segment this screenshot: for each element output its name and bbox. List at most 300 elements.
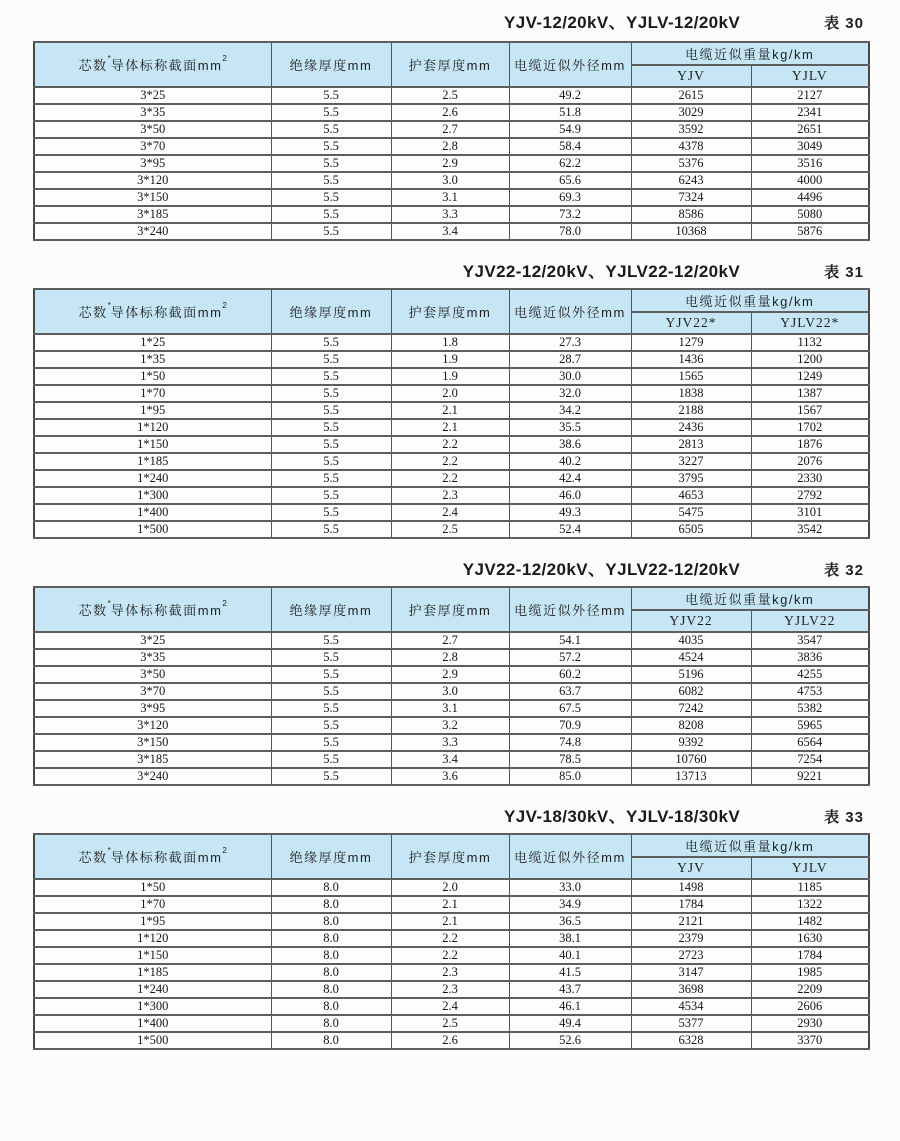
table-cell: 1482 <box>751 913 869 930</box>
table-row <box>34 998 869 1015</box>
table-row <box>34 487 869 504</box>
table-cell: 1*400 <box>34 504 271 521</box>
col-header-core-cross-section <box>34 587 271 632</box>
table-cell: 2.5 <box>391 521 509 538</box>
table-cell: 3.6 <box>391 768 509 785</box>
table-title-row <box>33 257 868 279</box>
table-cell: 8.0 <box>271 896 391 913</box>
table-row <box>34 206 869 223</box>
table-cell: 1*240 <box>34 981 271 998</box>
table-cell: 5.5 <box>271 649 391 666</box>
table-cell: 1.9 <box>391 351 509 368</box>
table-cell: 10760 <box>631 751 751 768</box>
table-title: YJV-12/20kV、YJLV-12/20kV <box>504 13 741 32</box>
table-cell: 2.4 <box>391 998 509 1015</box>
superscript-2: 2 <box>222 846 227 855</box>
table-cell: 5.5 <box>271 521 391 538</box>
table-cell: 5.5 <box>271 751 391 768</box>
table-cell: 3*120 <box>34 172 271 189</box>
table-cell: 65.6 <box>509 172 631 189</box>
table-cell: 41.5 <box>509 964 631 981</box>
table-cell: 42.4 <box>509 470 631 487</box>
table-row <box>34 453 869 470</box>
col-header-insulation-thickness: 绝缘厚度mm <box>271 834 391 879</box>
table-cell: 4496 <box>751 189 869 206</box>
table-cell: 2.3 <box>391 964 509 981</box>
table-cell: 3049 <box>751 138 869 155</box>
table-cell: 7324 <box>631 189 751 206</box>
header-text: 导体标称截面mm <box>110 603 223 618</box>
table-cell: 2.2 <box>391 436 509 453</box>
table-cell: 1436 <box>631 351 751 368</box>
table-cell: 2.5 <box>391 87 509 104</box>
table-cell: 5.5 <box>271 87 391 104</box>
table-cell: 1*185 <box>34 964 271 981</box>
col-header-yjlv22-weight: YJLV22 <box>751 610 869 632</box>
table-cell: 73.2 <box>509 206 631 223</box>
superscript-2: 2 <box>222 599 227 608</box>
col-header-sheath-thickness: 护套厚度mm <box>391 834 509 879</box>
table-row <box>34 930 869 947</box>
table-cell: 1*300 <box>34 998 271 1015</box>
table-row <box>34 351 869 368</box>
table-cell: 3*70 <box>34 138 271 155</box>
table-cell: 4378 <box>631 138 751 155</box>
table-cell: 2792 <box>751 487 869 504</box>
table-row <box>34 521 869 538</box>
table-cell: 7242 <box>631 700 751 717</box>
table-cell: 5376 <box>631 155 751 172</box>
table-cell: 3836 <box>751 649 869 666</box>
table-cell: 49.4 <box>509 1015 631 1032</box>
table-cell: 30.0 <box>509 368 631 385</box>
table-cell: 1.9 <box>391 368 509 385</box>
table-cell: 2.1 <box>391 402 509 419</box>
col-header-weight-group: 电缆近似重量kg/km <box>631 42 869 65</box>
table-cell: 2.9 <box>391 666 509 683</box>
table-row <box>34 632 869 649</box>
table-cell: 5.5 <box>271 206 391 223</box>
table-cell: 8.0 <box>271 964 391 981</box>
table-cell: 6564 <box>751 734 869 751</box>
table-cell: 13713 <box>631 768 751 785</box>
table-row <box>34 87 869 104</box>
table-cell: 1*400 <box>34 1015 271 1032</box>
table-cell: 3547 <box>751 632 869 649</box>
table-title: YJV22-12/20kV、YJLV22-12/20kV <box>462 262 741 281</box>
table-cell: 40.1 <box>509 947 631 964</box>
table-title-row <box>33 555 868 577</box>
table-cell: 2.1 <box>391 913 509 930</box>
table-cell: 4534 <box>631 998 751 1015</box>
table-row <box>34 470 869 487</box>
table-cell: 8.0 <box>271 930 391 947</box>
table-cell: 10368 <box>631 223 751 240</box>
table-cell: 2.2 <box>391 930 509 947</box>
table-cell: 1*240 <box>34 470 271 487</box>
table-cell: 5.5 <box>271 419 391 436</box>
table-cell: 4255 <box>751 666 869 683</box>
table-cell: 58.4 <box>509 138 631 155</box>
table-cell: 3*120 <box>34 717 271 734</box>
superscript-2: 2 <box>222 54 227 63</box>
table-cell: 40.2 <box>509 453 631 470</box>
cable-table-section-30 <box>33 8 868 241</box>
table-cell: 5.5 <box>271 189 391 206</box>
table-cell: 5.5 <box>271 683 391 700</box>
table-row <box>34 155 869 172</box>
table-cell: 3*70 <box>34 683 271 700</box>
header-text: 芯数 <box>78 305 108 320</box>
table-cell: 1*120 <box>34 930 271 947</box>
table-cell: 3*25 <box>34 87 271 104</box>
table-row <box>34 334 869 351</box>
table-cell: 8586 <box>631 206 751 223</box>
col-header-insulation-thickness: 绝缘厚度mm <box>271 587 391 632</box>
table-cell: 5.5 <box>271 172 391 189</box>
table-cell: 5.5 <box>271 717 391 734</box>
table-cell: 2.1 <box>391 419 509 436</box>
table-cell: 52.4 <box>509 521 631 538</box>
table-cell: 3*240 <box>34 223 271 240</box>
superscript-star: * <box>107 599 111 608</box>
table-cell: 3.2 <box>391 717 509 734</box>
table-cell: 33.0 <box>509 879 631 896</box>
table-cell: 3.1 <box>391 700 509 717</box>
table-cell: 2.8 <box>391 649 509 666</box>
cable-spec-table <box>33 288 870 539</box>
table-cell: 3592 <box>631 121 751 138</box>
table-cell: 4653 <box>631 487 751 504</box>
table-cell: 1*70 <box>34 896 271 913</box>
table-cell: 3*150 <box>34 189 271 206</box>
col-header-yjlv22-weight: YJLV22* <box>751 312 869 334</box>
table-cell: 4524 <box>631 649 751 666</box>
table-cell: 67.5 <box>509 700 631 717</box>
table-cell: 70.9 <box>509 717 631 734</box>
table-cell: 3*240 <box>34 768 271 785</box>
table-cell: 6082 <box>631 683 751 700</box>
table-cell: 1322 <box>751 896 869 913</box>
table-cell: 1279 <box>631 334 751 351</box>
table-cell: 5.5 <box>271 453 391 470</box>
table-cell: 52.6 <box>509 1032 631 1049</box>
table-cell: 3147 <box>631 964 751 981</box>
table-cell: 3795 <box>631 470 751 487</box>
table-row <box>34 768 869 785</box>
table-row <box>34 172 869 189</box>
col-header-insulation-thickness: 绝缘厚度mm <box>271 42 391 87</box>
table-cell: 8.0 <box>271 879 391 896</box>
table-cell: 5.5 <box>271 121 391 138</box>
table-cell: 3.4 <box>391 223 509 240</box>
table-cell: 3516 <box>751 155 869 172</box>
table-cell: 6505 <box>631 521 751 538</box>
table-cell: 5.5 <box>271 368 391 385</box>
header-text: 芯数 <box>78 850 108 865</box>
table-cell: 2.6 <box>391 1032 509 1049</box>
table-cell: 1*185 <box>34 453 271 470</box>
superscript-star: * <box>107 846 111 855</box>
superscript-star: * <box>107 301 111 310</box>
header-text: 导体标称截面mm <box>110 850 223 865</box>
table-cell: 8.0 <box>271 947 391 964</box>
table-number: 表 32 <box>824 562 864 579</box>
table-cell: 5.5 <box>271 632 391 649</box>
table-cell: 5475 <box>631 504 751 521</box>
table-cell: 2379 <box>631 930 751 947</box>
table-row <box>34 189 869 206</box>
table-cell: 1784 <box>751 947 869 964</box>
table-cell: 2.4 <box>391 504 509 521</box>
table-cell: 3101 <box>751 504 869 521</box>
table-cell: 6328 <box>631 1032 751 1049</box>
table-cell: 1*500 <box>34 521 271 538</box>
table-cell: 69.3 <box>509 189 631 206</box>
table-row <box>34 121 869 138</box>
table-cell: 32.0 <box>509 385 631 402</box>
col-header-weight-group: 电缆近似重量kg/km <box>631 289 869 312</box>
table-cell: 8.0 <box>271 1015 391 1032</box>
table-row <box>34 419 869 436</box>
table-cell: 1387 <box>751 385 869 402</box>
table-cell: 1*150 <box>34 436 271 453</box>
table-cell: 3*150 <box>34 734 271 751</box>
table-cell: 5965 <box>751 717 869 734</box>
table-cell: 2.9 <box>391 155 509 172</box>
col-header-core-cross-section <box>34 834 271 879</box>
table-cell: 3*185 <box>34 206 271 223</box>
table-cell: 49.3 <box>509 504 631 521</box>
table-row <box>34 649 869 666</box>
cable-spec-table <box>33 833 870 1050</box>
table-cell: 3698 <box>631 981 751 998</box>
table-row <box>34 751 869 768</box>
table-cell: 5.5 <box>271 487 391 504</box>
table-cell: 28.7 <box>509 351 631 368</box>
col-header-outer-diameter: 电缆近似外径mm <box>509 42 631 87</box>
table-row <box>34 368 869 385</box>
col-header-yjv22-weight: YJV22* <box>631 312 751 334</box>
table-cell: 9392 <box>631 734 751 751</box>
table-cell: 3*35 <box>34 104 271 121</box>
table-cell: 4753 <box>751 683 869 700</box>
header-text: 导体标称截面mm <box>110 58 223 73</box>
cable-table-section-32 <box>33 555 868 786</box>
table-row <box>34 683 869 700</box>
table-cell: 3*35 <box>34 649 271 666</box>
table-cell: 2.2 <box>391 947 509 964</box>
table-cell: 5.5 <box>271 734 391 751</box>
table-cell: 8208 <box>631 717 751 734</box>
table-title-row <box>33 8 868 30</box>
table-cell: 54.9 <box>509 121 631 138</box>
table-cell: 8.0 <box>271 1032 391 1049</box>
table-cell: 1185 <box>751 879 869 896</box>
col-header-weight-group: 电缆近似重量kg/km <box>631 834 869 857</box>
table-cell: 38.6 <box>509 436 631 453</box>
table-cell: 5.5 <box>271 700 391 717</box>
col-header-yjv-weight: YJV <box>631 65 751 87</box>
table-cell: 2.3 <box>391 981 509 998</box>
table-cell: 5.5 <box>271 138 391 155</box>
table-cell: 6243 <box>631 172 751 189</box>
col-header-weight-group: 电缆近似重量kg/km <box>631 587 869 610</box>
table-cell: 3*95 <box>34 700 271 717</box>
table-cell: 2.7 <box>391 121 509 138</box>
table-cell: 3.4 <box>391 751 509 768</box>
table-cell: 2.0 <box>391 879 509 896</box>
table-cell: 54.1 <box>509 632 631 649</box>
table-cell: 5382 <box>751 700 869 717</box>
table-title-row <box>33 802 868 824</box>
table-row <box>34 700 869 717</box>
col-header-core-cross-section <box>34 42 271 87</box>
col-header-outer-diameter: 电缆近似外径mm <box>509 587 631 632</box>
table-row <box>34 1032 869 1049</box>
table-row <box>34 717 869 734</box>
table-cell: 2651 <box>751 121 869 138</box>
table-cell: 1985 <box>751 964 869 981</box>
table-row <box>34 879 869 896</box>
table-row <box>34 104 869 121</box>
table-cell: 3.3 <box>391 206 509 223</box>
table-cell: 1838 <box>631 385 751 402</box>
table-cell: 2615 <box>631 87 751 104</box>
table-header <box>34 42 869 87</box>
table-body <box>34 87 869 240</box>
table-cell: 2.6 <box>391 104 509 121</box>
table-row <box>34 385 869 402</box>
table-cell: 36.5 <box>509 913 631 930</box>
table-cell: 74.8 <box>509 734 631 751</box>
table-cell: 9221 <box>751 768 869 785</box>
table-row <box>34 504 869 521</box>
table-cell: 2209 <box>751 981 869 998</box>
table-cell: 78.5 <box>509 751 631 768</box>
table-cell: 1*50 <box>34 368 271 385</box>
table-cell: 4035 <box>631 632 751 649</box>
table-cell: 3.0 <box>391 172 509 189</box>
table-cell: 63.7 <box>509 683 631 700</box>
table-row <box>34 947 869 964</box>
table-cell: 3.0 <box>391 683 509 700</box>
table-cell: 1*300 <box>34 487 271 504</box>
table-cell: 3.3 <box>391 734 509 751</box>
table-cell: 2076 <box>751 453 869 470</box>
table-cell: 1630 <box>751 930 869 947</box>
table-cell: 5377 <box>631 1015 751 1032</box>
table-cell: 46.1 <box>509 998 631 1015</box>
table-cell: 8.0 <box>271 998 391 1015</box>
table-header <box>34 587 869 632</box>
col-header-sheath-thickness: 护套厚度mm <box>391 289 509 334</box>
table-cell: 7254 <box>751 751 869 768</box>
table-cell: 1*95 <box>34 913 271 930</box>
table-cell: 2436 <box>631 419 751 436</box>
table-cell: 3.1 <box>391 189 509 206</box>
table-cell: 2813 <box>631 436 751 453</box>
table-cell: 1*95 <box>34 402 271 419</box>
cable-table-section-31 <box>33 257 868 539</box>
col-header-sheath-thickness: 护套厚度mm <box>391 42 509 87</box>
table-number: 表 31 <box>824 264 864 281</box>
col-header-outer-diameter: 电缆近似外径mm <box>509 834 631 879</box>
table-row <box>34 402 869 419</box>
table-cell: 2.5 <box>391 1015 509 1032</box>
col-header-yjv22-weight: YJV22 <box>631 610 751 632</box>
table-cell: 85.0 <box>509 768 631 785</box>
table-cell: 4000 <box>751 172 869 189</box>
table-title: YJV22-12/20kV、YJLV22-12/20kV <box>462 560 741 579</box>
table-row <box>34 981 869 998</box>
table-cell: 2.2 <box>391 453 509 470</box>
col-header-sheath-thickness: 护套厚度mm <box>391 587 509 632</box>
table-cell: 2.0 <box>391 385 509 402</box>
table-row <box>34 896 869 913</box>
header-text: 芯数 <box>78 58 108 73</box>
table-cell: 2723 <box>631 947 751 964</box>
table-row <box>34 1015 869 1032</box>
table-cell: 3227 <box>631 453 751 470</box>
table-cell: 5.5 <box>271 436 391 453</box>
col-header-yjlv-weight: YJLV <box>751 65 869 87</box>
col-header-core-cross-section <box>34 289 271 334</box>
table-number: 表 33 <box>824 809 864 826</box>
table-cell: 51.8 <box>509 104 631 121</box>
table-cell: 1702 <box>751 419 869 436</box>
table-cell: 3*185 <box>34 751 271 768</box>
table-cell: 27.3 <box>509 334 631 351</box>
table-number: 表 30 <box>824 15 864 32</box>
table-cell: 3*95 <box>34 155 271 172</box>
table-cell: 1*25 <box>34 334 271 351</box>
table-cell: 1*70 <box>34 385 271 402</box>
table-cell: 3542 <box>751 521 869 538</box>
table-header <box>34 289 869 334</box>
table-cell: 1784 <box>631 896 751 913</box>
superscript-2: 2 <box>222 301 227 310</box>
table-cell: 62.2 <box>509 155 631 172</box>
table-cell: 1565 <box>631 368 751 385</box>
table-cell: 2121 <box>631 913 751 930</box>
table-body <box>34 334 869 538</box>
cable-table-section-33 <box>33 802 868 1050</box>
table-cell: 5080 <box>751 206 869 223</box>
table-cell: 5.5 <box>271 334 391 351</box>
cable-spec-table <box>33 586 870 786</box>
table-cell: 1876 <box>751 436 869 453</box>
table-cell: 8.0 <box>271 981 391 998</box>
table-cell: 5.5 <box>271 768 391 785</box>
table-cell: 3370 <box>751 1032 869 1049</box>
table-cell: 5196 <box>631 666 751 683</box>
table-cell: 5.5 <box>271 155 391 172</box>
table-cell: 3*50 <box>34 121 271 138</box>
table-cell: 2.2 <box>391 470 509 487</box>
table-row <box>34 964 869 981</box>
table-body <box>34 632 869 785</box>
table-cell: 57.2 <box>509 649 631 666</box>
table-cell: 2188 <box>631 402 751 419</box>
cable-spec-table <box>33 41 870 241</box>
table-cell: 35.5 <box>509 419 631 436</box>
table-cell: 5.5 <box>271 351 391 368</box>
table-cell: 2606 <box>751 998 869 1015</box>
table-cell: 1*35 <box>34 351 271 368</box>
table-row <box>34 734 869 751</box>
table-cell: 2.7 <box>391 632 509 649</box>
